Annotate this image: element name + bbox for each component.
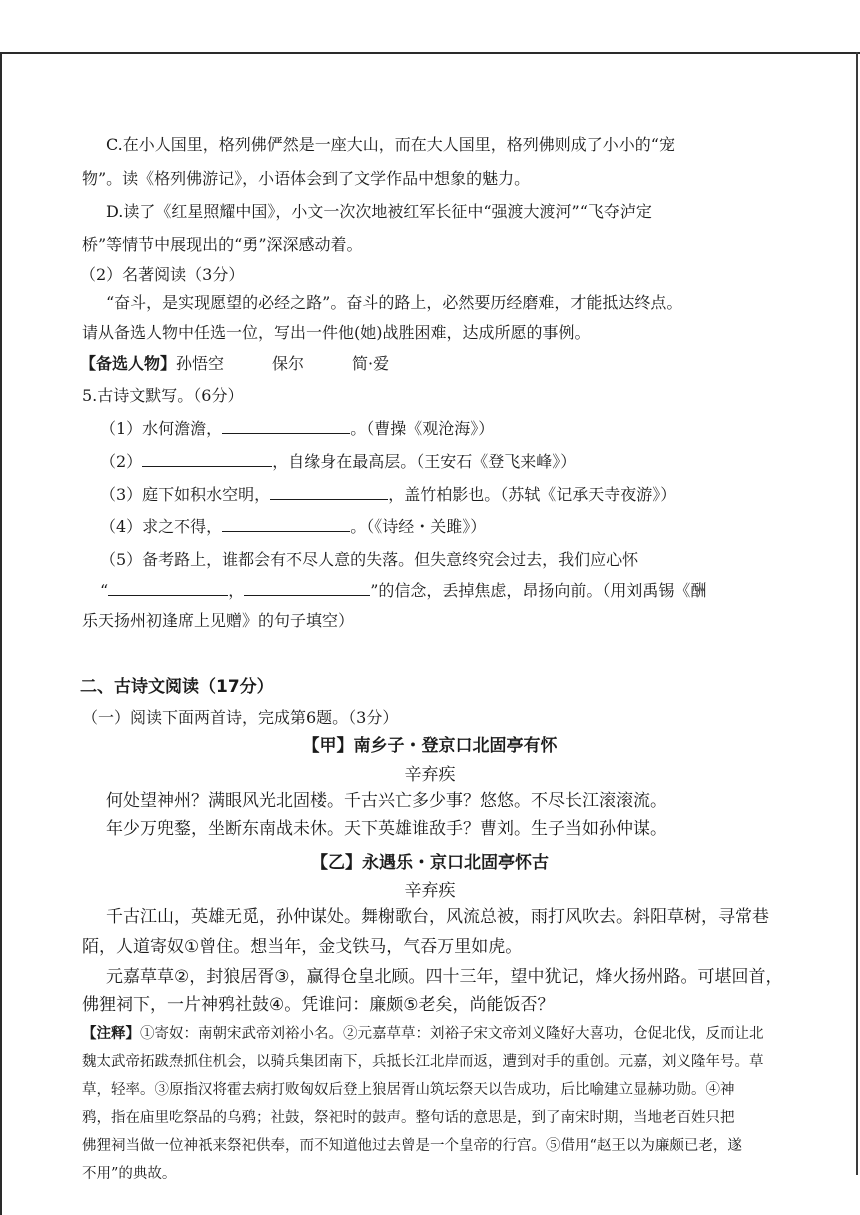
option-c-line2: 物”。读《格列佛游记》，小语体会到了文学作品中想象的魅力。 xyxy=(82,169,531,188)
answer-blank[interactable] xyxy=(244,581,370,596)
answer-blank[interactable] xyxy=(270,485,388,500)
q5-item-5-line1: （5）备考路上，谁都会有不尽人意的失落。但失意终究会过去，我们应心怀 xyxy=(100,550,639,569)
poem-a-line1: 何处望神州？满眼风光北固楼。千古兴亡多少事？悠悠。不尽长江滚滚流。 xyxy=(106,791,667,811)
poem-b-line3: 元嘉草草②，封狼居胥③，赢得仓皇北顾。四十三年，望中犹记，烽火扬州路。可堪回首， xyxy=(106,967,783,987)
q5-item-3-suffix: ，盖竹柏影也。（苏轼《记承天寺夜游》） xyxy=(388,485,677,504)
candidate-list xyxy=(80,353,389,375)
poem-a-title: 【甲】南乡子・登京口北固亭有怀 xyxy=(302,736,558,756)
notes-line5: 佛狸祠当做一位神祇来祭祀供奉，而不知道他过去曾是一个皇帝的行宫。⑤借用“赵王以为廉颇已老，遂 xyxy=(82,1138,742,1154)
q5-item-5-suffix: ”的信念，丢掉焦虑，昂扬向前。（用刘禹锡《酬 xyxy=(370,581,707,600)
poem-b-line2: 陌，人道寄奴①曾住。想当年，金戈铁马，气吞万里如虎。 xyxy=(82,937,523,957)
poem-a-author: 辛弃疾 xyxy=(404,765,456,785)
section-2-title: 二、古诗文阅读（17分） xyxy=(80,677,274,697)
page-right-edge xyxy=(856,52,858,1175)
q5-item-2 xyxy=(100,451,576,473)
option-d-line2: 桥”等情节中展现出的“勇”深深感动着。 xyxy=(82,235,363,254)
option-c-line1: C.在小人国里，格列佛俨然是一座大山，而在大人国里，格列佛则成了小小的“宠 xyxy=(106,135,675,154)
q5-item-4-prefix: （4）求之不得， xyxy=(100,517,223,536)
notes-line4: 鸦，指在庙里吃祭品的乌鸦；社鼓，祭祀时的鼓声。整句话的意思是，到了南宋时期，当地老百姓只把 xyxy=(82,1110,735,1126)
q5-item-3-prefix: （3）庭下如积水空明， xyxy=(100,485,271,504)
candidate-1: 孙悟空 xyxy=(176,354,225,373)
q5-item-5-open-quote: “ xyxy=(100,581,109,600)
q5-item-5-line2 xyxy=(100,580,706,602)
poem-b-author: 辛弃疾 xyxy=(404,881,456,901)
q5-item-2-prefix: （2） xyxy=(100,452,143,471)
notes-label: 【注释】 xyxy=(82,1026,140,1042)
q5-item-4 xyxy=(100,516,486,538)
q5-item-1-prefix: （1）水何澹澹， xyxy=(100,419,223,438)
q5-item-3 xyxy=(100,484,676,506)
answer-blank[interactable] xyxy=(222,419,350,434)
answer-blank[interactable] xyxy=(142,452,272,467)
page-top-edge xyxy=(0,52,860,54)
q5-item-2-suffix: ，自缘身在最高层。（王安石《登飞来峰》） xyxy=(272,452,577,471)
reading-question-line2: 请从备选人物中任选一位，写出一件他(她)战胜困难，达成所愿的事例。 xyxy=(82,323,591,342)
notes-line2: 魏太武帝拓跋焘抓住机会，以骑兵集团南下，兵抵长江北岸而返，遭到对手的重创。元嘉，刘义隆年号。草 xyxy=(82,1054,764,1070)
candidate-label: 【备选人物】 xyxy=(80,354,177,373)
reading-question-title: （2）名著阅读（3分） xyxy=(80,265,245,284)
poem-b-line4: 佛狸祠下，一片神鸦社鼓④。凭谁问：廉颇⑤老矣，尚能饭否？ xyxy=(82,995,555,1015)
q5-item-5-comma: ， xyxy=(228,581,245,600)
reading-question-line1: “奋斗，是实现愿望的必经之路”。奋斗的路上，必然要历经磨难，才能抵达终点。 xyxy=(106,293,683,312)
q5-item-1 xyxy=(100,418,494,440)
option-d-line1: D.读了《红星照耀中国》，小文一次次地被红军长征中“强渡大渡河”“飞夺泸定 xyxy=(106,202,652,221)
poem-b-title: 【乙】永遇乐・京口北固亭怀古 xyxy=(311,853,549,873)
section-2-subtitle: （一）阅读下面两首诗，完成第6题。（3分） xyxy=(82,708,399,727)
page-left-edge xyxy=(0,52,2,1215)
poem-a-line2: 年少万兜鍪，坐断东南战未休。天下英雄谁敌手？曹刘。生子当如孙仲谋。 xyxy=(106,819,667,839)
q5-item-1-suffix: 。（曹操《观沧海》） xyxy=(350,419,495,438)
candidate-3: 简·爱 xyxy=(352,354,390,373)
q5-item-4-suffix: 。（《诗经・关雎》） xyxy=(350,517,487,536)
notes-line3: 草，轻率。③原指汉将霍去病打败匈奴后登上狼居胥山筑坛祭天以告成功，后比喻建立显赫功勋。④神 xyxy=(82,1082,735,1098)
answer-blank[interactable] xyxy=(222,517,350,532)
poem-b-line1: 千古江山，英雄无觅，孙仲谋处。舞榭歌台，风流总被，雨打风吹去。斜阳草树，寻常巷 xyxy=(106,907,769,927)
notes-line1-text: ①寄奴：南朝宋武帝刘裕小名。②元嘉草草：刘裕子宋文帝刘义隆好大喜功，仓促北伐，反而让北 xyxy=(140,1026,764,1042)
q5-item-5-line3: 乐天扬州初逢席上见赠》的句子填空） xyxy=(82,611,355,630)
candidate-2: 保尔 xyxy=(272,354,305,373)
answer-blank[interactable] xyxy=(108,581,228,596)
q5-title: 5.古诗文默写。（6分） xyxy=(82,386,244,405)
notes-line1 xyxy=(82,1024,764,1044)
notes-line6: 不用”的典故。 xyxy=(82,1166,177,1182)
